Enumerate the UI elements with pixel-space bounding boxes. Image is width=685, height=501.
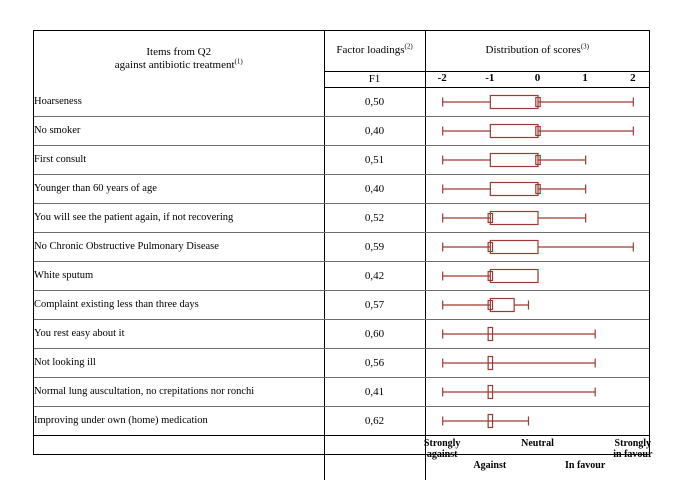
table-header-top [34,31,649,71]
table-row [34,145,649,174]
table-row [34,290,649,319]
boxplot [426,378,650,406]
header-items-line2: against antibiotic treatment$^{(1)}$ [114,57,243,71]
factor-loading-value: 0,50 [324,87,425,116]
item-label: You rest easy about it [34,319,324,348]
scores-table [33,30,653,471]
distribution-cell [425,174,649,203]
table-footer [34,435,649,480]
header-items [34,31,324,87]
axis-tick-0: 0 [534,71,541,84]
table-row [34,232,649,261]
distribution-cell [425,261,649,290]
boxplot [426,117,650,145]
item-label: First consult [34,145,324,174]
footer-strongly-against [424,438,461,460]
footnote-marker-3: (3) [580,42,589,51]
boxplot [426,88,650,116]
item-label: You will see the patient again, if not recovering [34,203,324,232]
item-label: No smoker [34,116,324,145]
table-row [34,377,649,406]
boxplot [426,204,650,232]
distribution-cell [425,87,649,116]
footer-spacer-f1 [324,435,425,480]
table-row [34,261,649,290]
axis-tick-2: 2 [630,71,636,84]
item-label: Not looking ill [34,348,324,377]
header-items-line1: Items from Q2 [146,46,212,58]
axis-tick-neg1: -1 [485,71,495,84]
distribution-cell [425,290,649,319]
table-row [34,319,649,348]
item-label: Improving under own (home) medication [34,406,324,435]
distribution-cell [425,232,649,261]
item-label: Complaint existing less than three days [34,290,324,319]
header-f1: F1 [324,71,425,87]
header-distribution: Distribution of scores$^{(3)}$ [485,42,589,57]
footer-against [473,460,506,471]
factor-loading-value: 0,40 [324,116,425,145]
factor-loading-value: 0,56 [324,348,425,377]
footer-strongly-in-favour-line: Strongly [614,437,652,449]
table-row [34,348,649,377]
factor-loading-value: 0,57 [324,290,425,319]
axis-tick-labels [425,71,649,87]
boxplot [426,291,650,319]
boxplot [426,146,650,174]
boxplot [426,407,650,435]
distribution-cell [425,377,649,406]
item-label: White sputum [34,261,324,290]
distribution-cell [425,116,649,145]
footer-strongly-in-favour-line: in favour [613,448,653,460]
distribution-cell [425,348,649,377]
header-factor-loadings: Factor loadings$^{(2)}$ [324,31,425,71]
boxplot [426,320,650,348]
footer-neutral-line: Neutral [521,437,554,449]
footer-strongly-against-line: against [426,448,458,460]
item-label: No Chronic Obstructive Pulmonary Disease [34,232,324,261]
boxplot [426,262,650,290]
footer-strongly-in-favour [613,438,652,460]
factor-loading-value: 0,51 [324,145,425,174]
factor-loading-value: 0,52 [324,203,425,232]
factor-loading-value: 0,40 [324,174,425,203]
factor-loading-value: 0,41 [324,377,425,406]
footer-scale-legend [423,435,653,480]
footnote-marker-2: (2) [404,42,413,51]
boxplot [426,175,650,203]
footer-in-favour-line: In favour [565,459,606,471]
distribution-cell [425,406,649,435]
factor-loading-value: 0,59 [324,232,425,261]
factor-loading-value: 0,42 [324,261,425,290]
distribution-cell [425,319,649,348]
factor-loading-value: 0,62 [324,406,425,435]
boxplot [426,349,650,377]
footer-neutral [521,438,554,449]
table-row [34,87,649,116]
table-row [34,203,649,232]
footer-in-favour [565,460,605,471]
items-factor-distribution-table [34,31,653,480]
item-label: Normal lung auscultation, no crepitations nor ronchi [34,377,324,406]
distribution-cell [425,145,649,174]
footer-strongly-against-line: Strongly [423,437,461,449]
axis-tick-neg2: -2 [437,71,447,84]
boxplot [426,233,650,261]
footer-against-line: Against [473,459,507,471]
factor-loading-value: 0,60 [324,319,425,348]
footer-spacer-items [34,435,324,480]
item-label: Hoarseness [34,87,324,116]
footnote-marker-1: (1) [234,57,243,66]
item-label: Younger than 60 years of age [34,174,324,203]
table-row [34,406,649,435]
axis-tick-1: 1 [582,71,588,84]
distribution-cell [425,203,649,232]
table-row [34,174,649,203]
table-row [34,116,649,145]
